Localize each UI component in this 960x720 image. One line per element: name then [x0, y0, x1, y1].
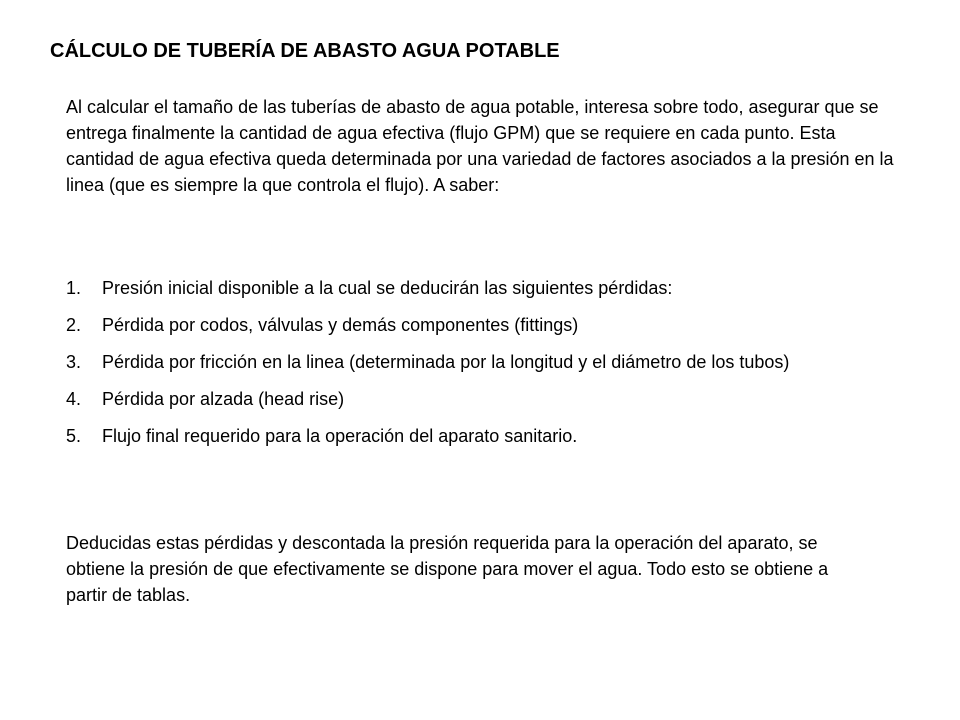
list-item-number: 3.: [66, 352, 82, 372]
list-item-number: 5.: [66, 426, 82, 446]
list-item-number: 4.: [66, 389, 82, 409]
list-item-text: Pérdida por fricción en la linea (determinada por la longitud y el diámetro de los tubos): [102, 352, 790, 372]
list-item: [66, 275, 886, 301]
slide-title: CÁLCULO DE TUBERÍA DE ABASTO AGUA POTABLE: [50, 40, 560, 62]
list-item: [66, 423, 886, 449]
list-item: [66, 349, 886, 375]
intro-paragraph: Al calcular el tamaño de las tuberías de abasto de agua potable, interesa sobre todo, asegurar que se entrega finalmente la cantidad de agua efectiva (flujo GPM) que se requiere en cada punto. Esta cantidad de agua efectiva queda determinada por una variedad de factores asociados a la presión en la linea (que es siempre la que controla el flujo). A saber:: [66, 97, 894, 195]
list-item: [66, 312, 886, 338]
list-item: [66, 386, 886, 412]
pressure-loss-list: [66, 275, 886, 460]
conclusion-paragraph: Deducidas estas pérdidas y descontada la presión requerida para la operación del aparato, se obtiene la presión de que efectivamente se dispone para mover el agua. Todo esto se obtiene a partir de tablas.: [66, 533, 829, 605]
list-item-number: 1.: [66, 278, 82, 298]
list-item-text: Flujo final requerido para la operación del aparato sanitario.: [102, 426, 578, 446]
list-item-text: Presión inicial disponible a la cual se deducirán las siguientes pérdidas:: [102, 278, 673, 298]
list-item-text: Pérdida por codos, válvulas y demás componentes (fittings): [102, 315, 579, 335]
list-item-text: Pérdida por alzada (head rise): [102, 389, 345, 409]
list-item-number: 2.: [66, 315, 82, 335]
